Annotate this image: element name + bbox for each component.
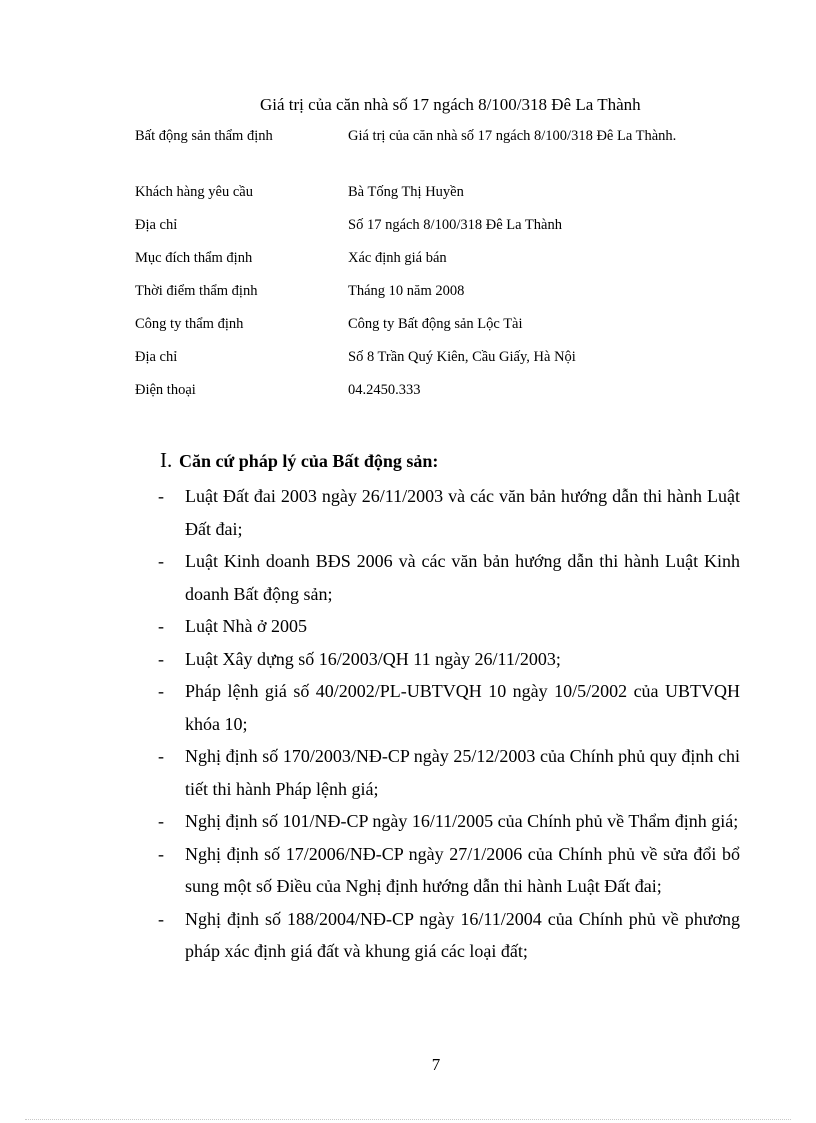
list-item-text: Luật Nhà ở 2005 — [185, 616, 307, 636]
list-item — [158, 838, 740, 903]
info-label: Mục đích thẩm định — [135, 250, 253, 266]
legal-basis-list — [158, 480, 740, 968]
bullet-dash: - — [158, 486, 164, 506]
section-number: I. — [160, 448, 173, 472]
list-item-text: Nghị định số 188/2004/NĐ-CP ngày 16/11/2004 của Chính phủ về phương pháp xác định giá đất và khung giá các loại đất; — [185, 908, 740, 961]
list-item-text: Nghị định số 170/2003/NĐ-CP ngày 25/12/2003 của Chính phủ quy định chi tiết thi hành Pháp lệnh giá; — [185, 746, 740, 799]
bullet-dash: - — [158, 843, 164, 864]
list-item-text: Luật Đất đai 2003 ngày 26/11/2003 và các văn bản hướng dẫn thi hành Luật Đất đai; — [185, 486, 740, 539]
bullet-dash: - — [158, 908, 164, 929]
list-item — [158, 545, 740, 610]
list-item-text: Nghị định số 101/NĐ-CP ngày 16/11/2005 của Chính phủ về Thẩm định giá; — [185, 811, 739, 831]
info-label: Địa chỉ — [135, 349, 178, 365]
section-heading-text: Căn cứ pháp lý của Bất động sản: — [179, 451, 439, 471]
list-item — [158, 675, 740, 740]
info-value: Số 17 ngách 8/100/318 Đê La Thành — [348, 217, 562, 233]
list-item — [158, 643, 740, 676]
section-heading — [160, 448, 438, 473]
info-label: Công ty thẩm định — [135, 316, 244, 332]
list-item — [158, 903, 740, 968]
info-label: Bất động sản thẩm định — [135, 128, 273, 144]
info-value: Công ty Bất động sản Lộc Tài — [348, 316, 523, 332]
info-value: Tháng 10 năm 2008 — [348, 283, 465, 299]
info-value: Giá trị của căn nhà số 17 ngách 8/100/318 Đê La Thành. — [348, 128, 677, 144]
list-item — [158, 805, 740, 838]
info-label: Thời điểm thẩm định — [135, 283, 258, 299]
info-value: 04.2450.333 — [348, 382, 421, 398]
info-label: Điện thoại — [135, 382, 196, 398]
bullet-dash: - — [158, 811, 164, 831]
list-item — [158, 480, 740, 545]
bullet-dash: - — [158, 681, 164, 701]
footer-divider — [25, 1119, 791, 1120]
bullet-dash: - — [158, 648, 164, 669]
info-value: Số 8 Trần Quý Kiên, Cầu Giấy, Hà Nội — [348, 349, 576, 365]
document-title: Giá trị của căn nhà số 17 ngách 8/100/318 Đê La Thành — [260, 95, 641, 114]
list-item-text: Nghị định số 17/2006/NĐ-CP ngày 27/1/2006 của Chính phủ về sửa đổi bổ sung một số Điều của Nghị định hướng dẫn thi hành Luật Đất đai; — [185, 843, 740, 896]
info-label: Địa chỉ — [135, 217, 178, 233]
list-item-text: Luật Xây dựng số 16/2003/QH 11 ngày 26/11/2003; — [185, 648, 561, 669]
info-value: Xác định giá bán — [348, 250, 447, 266]
bullet-dash: - — [158, 746, 164, 766]
bullet-dash: - — [158, 551, 164, 571]
info-label: Khách hàng yêu cầu — [135, 184, 253, 200]
list-item — [158, 610, 740, 643]
list-item-text: Pháp lệnh giá số 40/2002/PL-UBTVQH 10 ngày 10/5/2002 của UBTVQH khóa 10; — [185, 681, 740, 734]
list-item — [158, 740, 740, 805]
bullet-dash: - — [158, 616, 164, 636]
info-value: Bà Tống Thị Huyền — [348, 184, 464, 200]
list-item-text: Luật Kinh doanh BĐS 2006 và các văn bản hướng dẫn thi hành Luật Kinh doanh Bất động sản; — [185, 551, 740, 604]
page-number: 7 — [431, 1055, 441, 1074]
